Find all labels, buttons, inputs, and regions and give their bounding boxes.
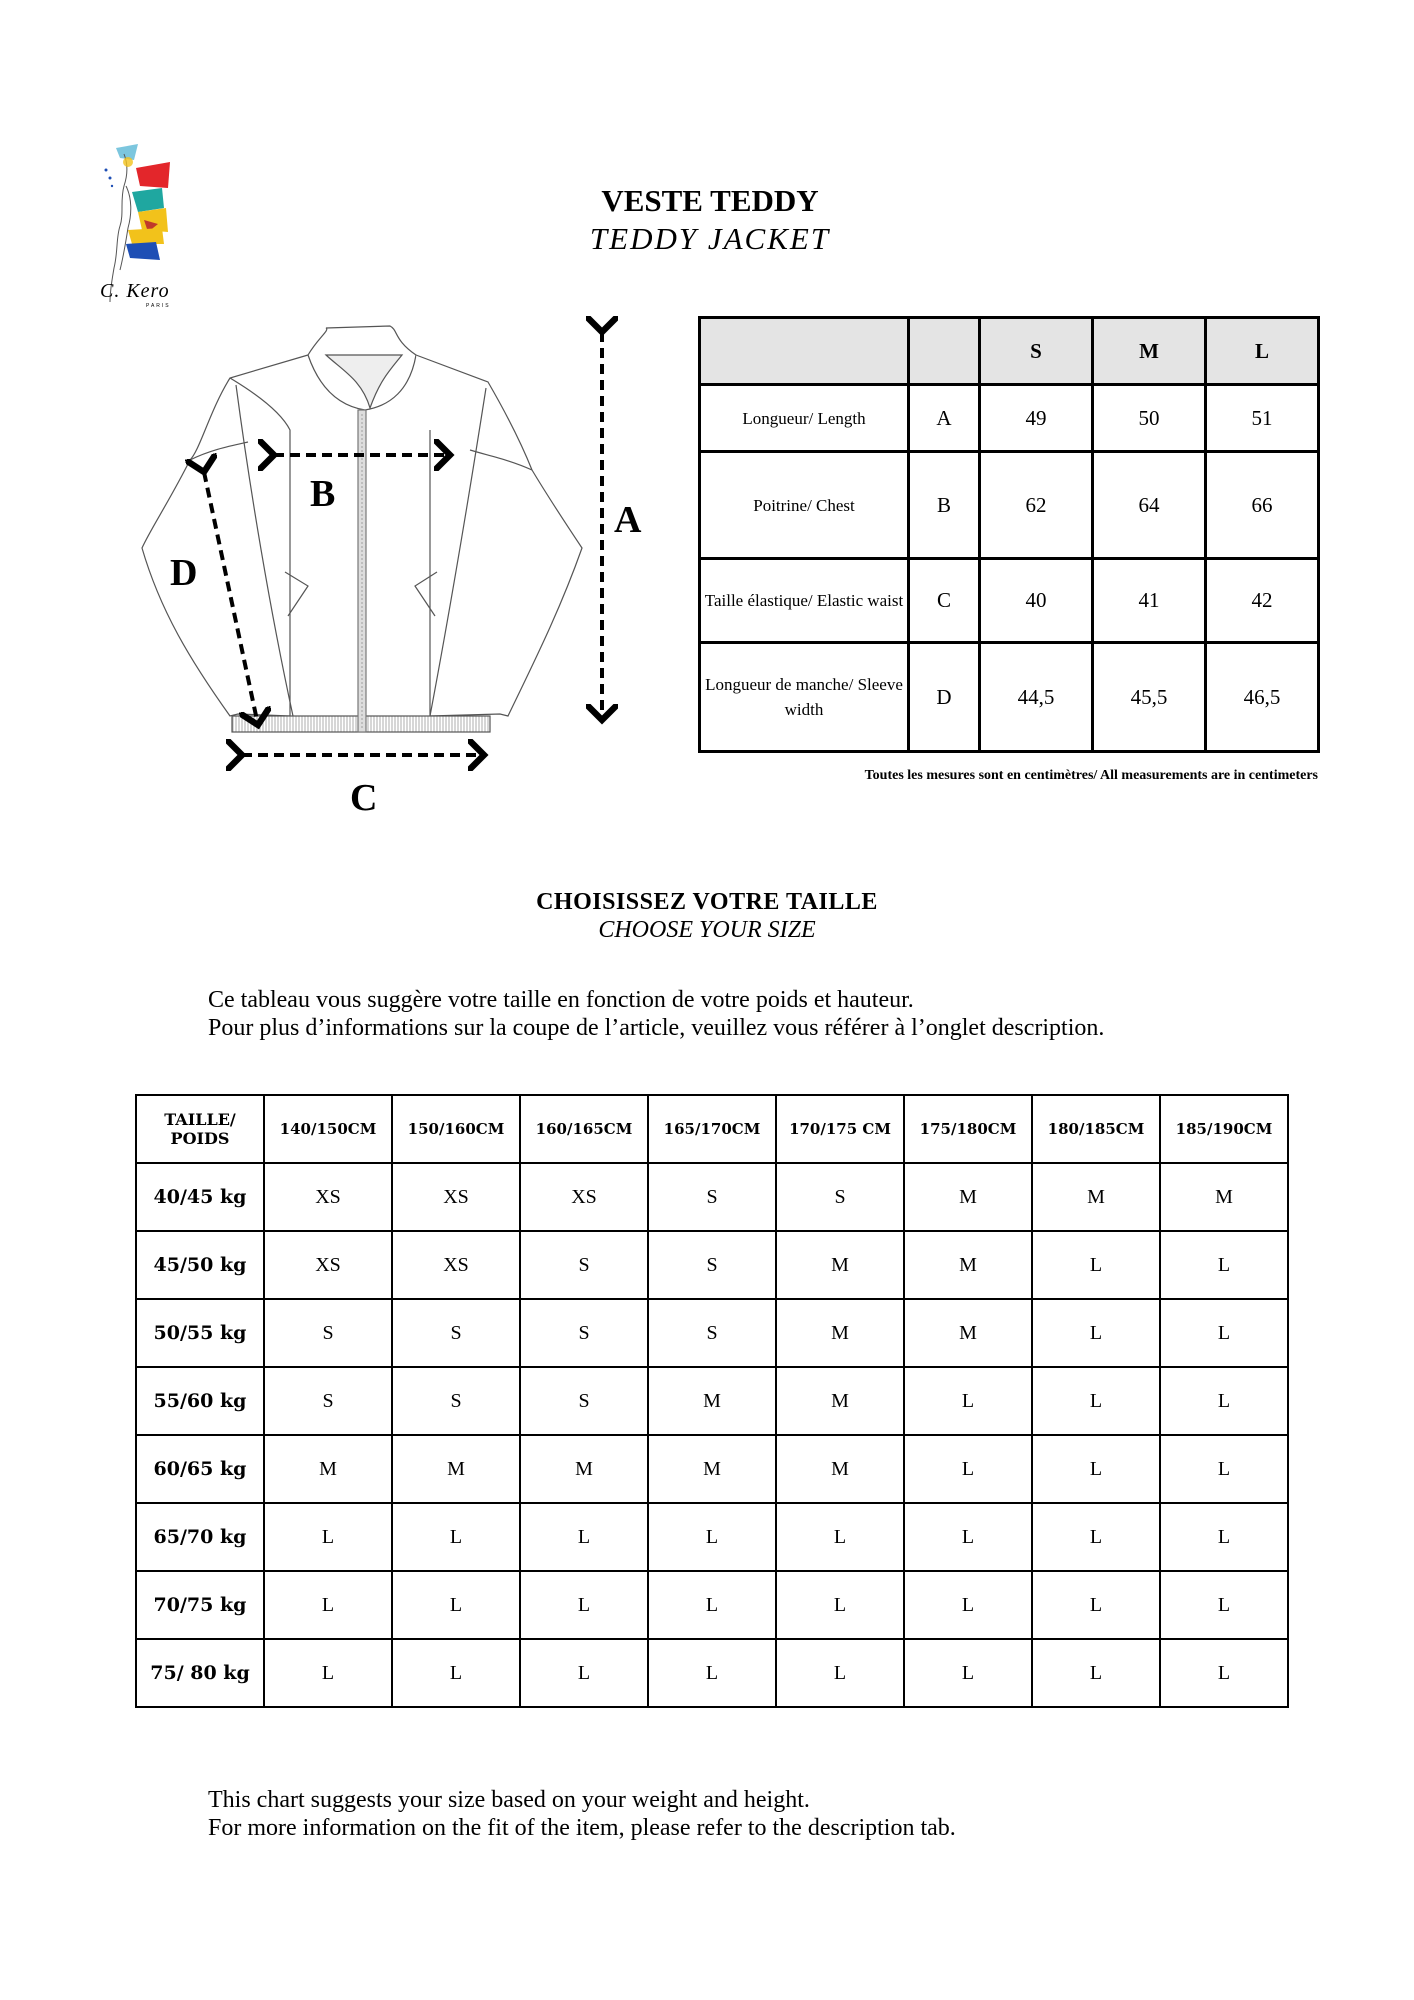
- table-header-row: [136, 1095, 1288, 1163]
- title-en: TEDDY JACKET: [589, 221, 831, 256]
- brand-signature: C. Kero: [100, 280, 170, 302]
- measure-value: 41: [1093, 559, 1206, 643]
- height-header: 170/175 CM: [776, 1095, 904, 1163]
- size-cell: L: [904, 1503, 1032, 1571]
- size-cell: S: [520, 1231, 648, 1299]
- measurements-table: [698, 316, 1320, 753]
- label-d: D: [170, 552, 198, 594]
- intro-paragraph-fr: [208, 986, 1104, 1042]
- size-cell: L: [392, 1571, 520, 1639]
- label-b: B: [310, 473, 336, 515]
- weight-cell: 60/65 kg: [136, 1435, 264, 1503]
- size-cell: L: [904, 1639, 1032, 1707]
- height-header: 165/170CM: [648, 1095, 776, 1163]
- size-guide-title-en: CHOOSE YOUR SIZE: [598, 917, 816, 943]
- size-cell: XS: [264, 1163, 392, 1231]
- size-cell: XS: [392, 1231, 520, 1299]
- measure-value: 66: [1206, 452, 1319, 559]
- intro-line: Ce tableau vous suggère votre taille en fonction de votre poids et hauteur.: [208, 987, 914, 1013]
- size-cell: L: [520, 1571, 648, 1639]
- height-header: 160/165CM: [520, 1095, 648, 1163]
- size-cell: S: [520, 1367, 648, 1435]
- size-cell: L: [1032, 1639, 1160, 1707]
- size-cell: M: [776, 1367, 904, 1435]
- measure-label: Longueur de manche/ Sleeve width: [700, 643, 909, 752]
- size-cell: M: [1160, 1163, 1288, 1231]
- size-cell: L: [392, 1639, 520, 1707]
- measure-label: Longueur/ Length: [700, 385, 909, 452]
- size-cell: L: [1160, 1435, 1288, 1503]
- size-cell: M: [1032, 1163, 1160, 1231]
- size-cell: S: [648, 1231, 776, 1299]
- size-cell: L: [264, 1639, 392, 1707]
- weight-cell: 70/75 kg: [136, 1571, 264, 1639]
- jacket-sketch-icon: [130, 310, 650, 830]
- header-cell-code: [909, 318, 980, 385]
- table-row: [136, 1231, 1288, 1299]
- measure-value: 44,5: [980, 643, 1093, 752]
- size-cell: L: [264, 1503, 392, 1571]
- size-cell: S: [648, 1163, 776, 1231]
- size-cell: L: [648, 1639, 776, 1707]
- measure-value: 50: [1093, 385, 1206, 452]
- measure-label: Taille élastique/ Elastic waist: [700, 559, 909, 643]
- size-cell: L: [776, 1503, 904, 1571]
- size-cell: S: [648, 1299, 776, 1367]
- size-cell: L: [1160, 1503, 1288, 1571]
- brand-subline: PARIS: [146, 303, 171, 309]
- size-cell: M: [264, 1435, 392, 1503]
- corner-header: [136, 1095, 264, 1163]
- size-cell: S: [264, 1367, 392, 1435]
- corner-line: POIDS: [170, 1129, 230, 1148]
- size-cell: XS: [392, 1163, 520, 1231]
- size-cell: L: [648, 1503, 776, 1571]
- header-cell-size-s: S: [980, 318, 1093, 385]
- size-cell: L: [776, 1639, 904, 1707]
- size-cell: XS: [520, 1163, 648, 1231]
- weight-cell: 40/45 kg: [136, 1163, 264, 1231]
- size-cell: S: [520, 1299, 648, 1367]
- measure-code: A: [909, 385, 980, 452]
- size-cell: S: [776, 1163, 904, 1231]
- measure-value: 49: [980, 385, 1093, 452]
- size-cell: L: [1032, 1367, 1160, 1435]
- size-cell: L: [776, 1571, 904, 1639]
- size-cell: M: [776, 1299, 904, 1367]
- measure-value: 40: [980, 559, 1093, 643]
- size-cell: M: [904, 1163, 1032, 1231]
- table-row: [136, 1571, 1288, 1639]
- size-cell: L: [1032, 1231, 1160, 1299]
- table-row: [700, 452, 1319, 559]
- measure-code: B: [909, 452, 980, 559]
- measure-code: C: [909, 559, 980, 643]
- measure-value: 45,5: [1093, 643, 1206, 752]
- size-cell: M: [776, 1231, 904, 1299]
- size-cell: L: [1160, 1639, 1288, 1707]
- weight-cell: 45/50 kg: [136, 1231, 264, 1299]
- measure-value: 64: [1093, 452, 1206, 559]
- table-row: [700, 643, 1319, 752]
- height-header: 185/190CM: [1160, 1095, 1288, 1163]
- size-cell: S: [392, 1367, 520, 1435]
- measure-value: 46,5: [1206, 643, 1319, 752]
- table-header-row: [700, 318, 1319, 385]
- units-note: Toutes les mesures sont en centimètres/ All measurements are in centimeters: [864, 768, 1318, 783]
- weight-cell: 55/60 kg: [136, 1367, 264, 1435]
- size-cell: M: [776, 1435, 904, 1503]
- size-chart-table: [135, 1094, 1289, 1708]
- outro-line: For more information on the fit of the item, please refer to the description tab.: [208, 1815, 956, 1841]
- measure-value: 62: [980, 452, 1093, 559]
- title-fr: VESTE TEDDY: [601, 183, 819, 218]
- height-header: 180/185CM: [1032, 1095, 1160, 1163]
- weight-cell: 75/ 80 kg: [136, 1639, 264, 1707]
- header-cell-label: [700, 318, 909, 385]
- measure-value: 42: [1206, 559, 1319, 643]
- measure-code: D: [909, 643, 980, 752]
- size-cell: L: [1160, 1571, 1288, 1639]
- table-row: [136, 1367, 1288, 1435]
- size-cell: L: [1160, 1299, 1288, 1367]
- weight-cell: 65/70 kg: [136, 1503, 264, 1571]
- header-cell-size-l: L: [1206, 318, 1319, 385]
- size-cell: L: [1032, 1435, 1160, 1503]
- size-cell: S: [392, 1299, 520, 1367]
- size-cell: L: [904, 1367, 1032, 1435]
- size-cell: M: [648, 1435, 776, 1503]
- weight-cell: 50/55 kg: [136, 1299, 264, 1367]
- size-cell: L: [392, 1503, 520, 1571]
- size-cell: L: [520, 1503, 648, 1571]
- size-cell: L: [904, 1571, 1032, 1639]
- corner-line: TAILLE/: [164, 1110, 236, 1129]
- table-row: [700, 385, 1319, 452]
- size-cell: L: [1032, 1571, 1160, 1639]
- size-cell: L: [1032, 1299, 1160, 1367]
- table-row: [136, 1639, 1288, 1707]
- label-c: C: [350, 777, 378, 819]
- table-row: [136, 1299, 1288, 1367]
- table-row: [136, 1503, 1288, 1571]
- intro-line: Pour plus d’informations sur la coupe de l’article, veuillez vous référer à l’onglet description.: [208, 1015, 1105, 1041]
- size-cell: M: [520, 1435, 648, 1503]
- size-cell: L: [1160, 1231, 1288, 1299]
- size-guide-title-fr: CHOISISSEZ VOTRE TAILLE: [536, 889, 878, 915]
- size-cell: L: [264, 1571, 392, 1639]
- jacket-diagram: [130, 310, 650, 830]
- size-cell: L: [1160, 1367, 1288, 1435]
- height-header: 150/160CM: [392, 1095, 520, 1163]
- outro-line: This chart suggests your size based on your weight and height.: [208, 1787, 810, 1813]
- label-a: A: [614, 499, 642, 541]
- outro-paragraph-en: [208, 1786, 956, 1842]
- page-title: [560, 182, 860, 258]
- size-cell: XS: [264, 1231, 392, 1299]
- table-row: [136, 1163, 1288, 1231]
- measure-value: 51: [1206, 385, 1319, 452]
- size-cell: M: [392, 1435, 520, 1503]
- size-cell: L: [904, 1435, 1032, 1503]
- table-row: [700, 559, 1319, 643]
- size-cell: M: [648, 1367, 776, 1435]
- size-cell: M: [904, 1299, 1032, 1367]
- table-row: [136, 1435, 1288, 1503]
- size-cell: L: [1032, 1503, 1160, 1571]
- measure-label: Poitrine/ Chest: [700, 452, 909, 559]
- height-header: 140/150CM: [264, 1095, 392, 1163]
- size-cell: L: [648, 1571, 776, 1639]
- size-guide-title: [400, 888, 1014, 944]
- height-header: 175/180CM: [904, 1095, 1032, 1163]
- header-cell-size-m: M: [1093, 318, 1206, 385]
- size-cell: L: [520, 1639, 648, 1707]
- size-cell: M: [904, 1231, 1032, 1299]
- size-cell: S: [264, 1299, 392, 1367]
